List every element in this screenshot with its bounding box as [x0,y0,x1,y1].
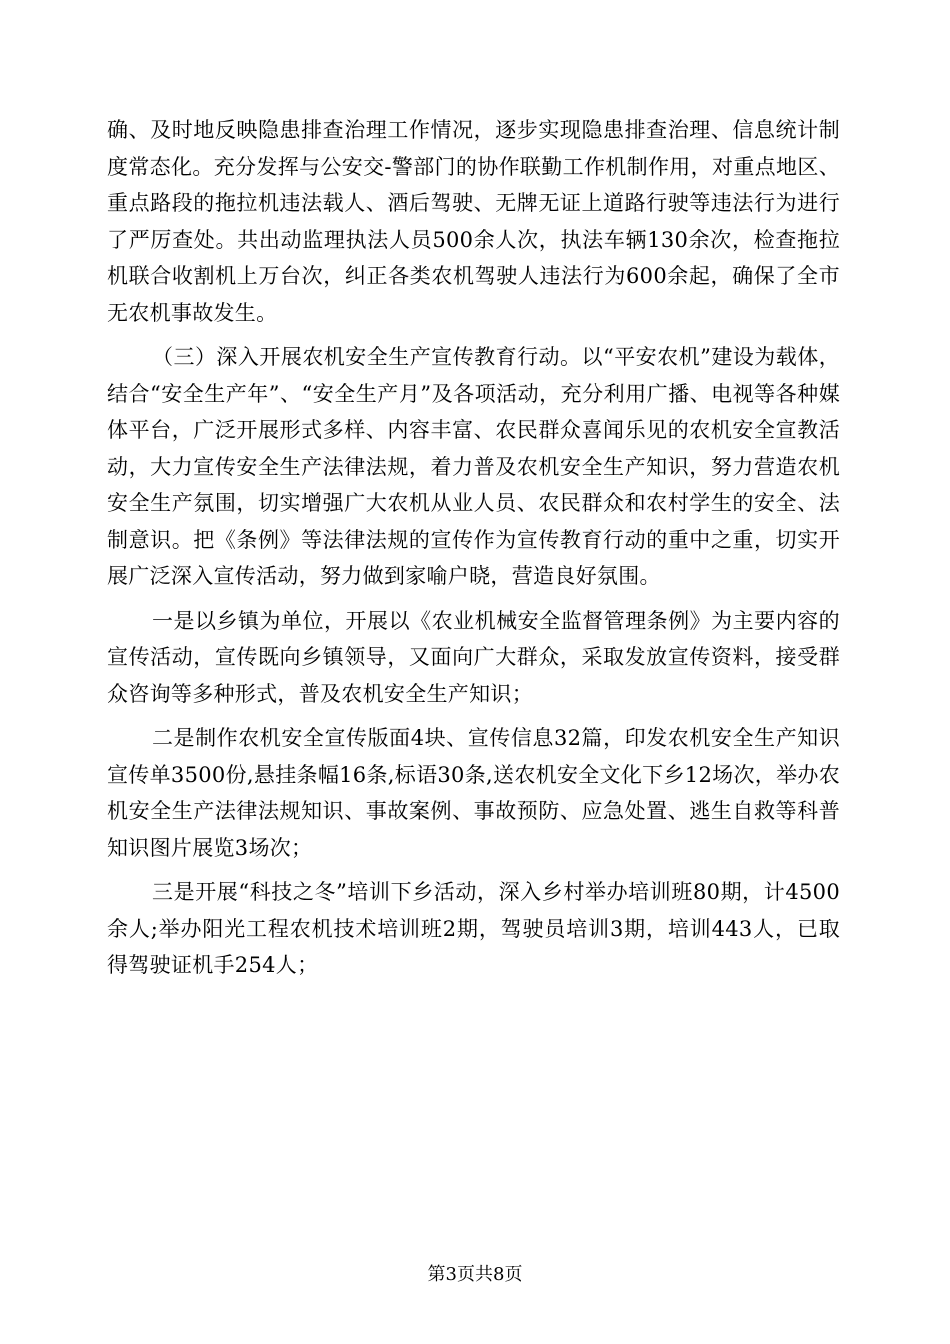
paragraph-gap [107,712,840,720]
document-body [107,112,840,984]
paragraph-item-two: 二是制作农机安全宣传版面4块、宣传信息32篇，印发农机安全生产知识宣传单3500份,悬挂条幅16条,标语30条,送农机安全文化下乡12场次，举办农机安全生产法律法规知识、事故案例、事故预防、应急处置、逃生自救等科普知识图片展览3场次； [107,726,840,860]
page-number-footer: 第3页共8页 [427,1264,523,1285]
paragraph-item-three: 三是开展“科技之冬”培训下乡活动，深入乡村举办培训班80期，计4500余人;举办阳光工程农机技术培训班2期，驾驶员培训3期，培训443人，已取得驾驶证机手254人； [107,880,840,977]
paragraph-gap [107,595,840,603]
paragraph-item-one: 一是以乡镇为单位，开展以《农业机械安全监督管理条例》为主要内容的宣传活动，宣传既向乡镇领导，又面向广大群众，采取发放宣传资料，接受群众咨询等多种形式，普及农机安全生产知识； [107,608,840,706]
paragraph-gap [107,866,840,874]
paragraph-section-three: （三）深入开展农机安全生产宣传教育行动。以“平安农机”建设为载体，结合“安全生产年”、“安全生产月”及各项活动，充分利用广播、电视等各种媒体平台，广泛开展形式多样、内容丰富、农民群众喜闻乐见的农机安全宣教活动，大力宣传安全生产法律法规，着力普及农机安全生产知识，努力营造农机安全生产氛围，切实增强广大农机从业人员、农民群众和农村学生的安全、法制意识。把《条例》等法律法规的宣传作为宣传教育行动的重中之重，切实开展广泛深入宣传活动，努力做到家喻户晓，营造良好氛围。 [107,345,840,588]
paragraph-continuation: 确、及时地反映隐患排查治理工作情况，逐步实现隐患排查治理、信息统计制度常态化。充分发挥与公安交-警部门的协作联勤工作机制作用，对重点地区、重点路段的拖拉机违法载人、酒后驾驶、无牌无证上道路行驶等违法行为进行了严厉查处。共出动监理执法人员500余人次，执法车辆130余次，检查拖拉机联合收割机上万台次，纠正各类农机驾驶人违法行为600余起，确保了全市无农机事故发生。 [107,118,840,325]
paragraph-gap [107,331,840,339]
